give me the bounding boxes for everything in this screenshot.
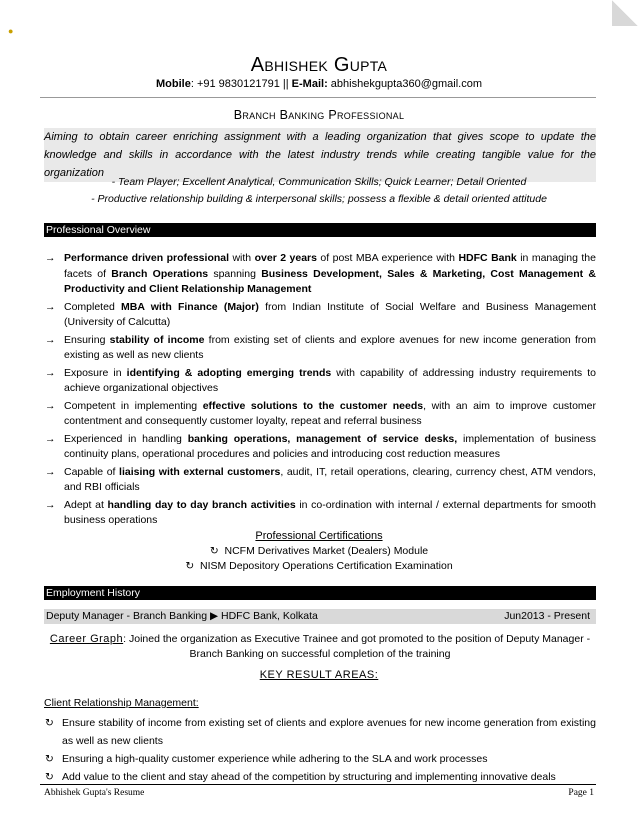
arrow-bullet-icon: → [45, 366, 56, 379]
crm-list [44, 714, 596, 786]
overview-text-run: Experienced in handling [64, 432, 188, 445]
cycle-bullet-icon: ↻ [45, 717, 54, 729]
overview-text-run: of post MBA experience with [316, 252, 459, 264]
footer-left: Abhishek Gupta's Resume [44, 788, 145, 798]
arrow-bullet-icon: → [45, 300, 56, 313]
overview-text-run: effective solutions to the customer needs [202, 399, 424, 412]
overview-text-run: with [229, 252, 255, 264]
overview-text-run: spanning [208, 267, 262, 280]
overview-text-run: Competent in implementing [64, 399, 203, 412]
career-graph-label: Career Graph [49, 633, 124, 645]
crm-item-text: Ensuring a high-quality customer experience while adhering to the SLA and work processes [62, 753, 488, 765]
crm-subtitle: Client Relationship Management: [44, 697, 199, 709]
overview-item [44, 251, 596, 298]
crm-item-text: Add value to the client and stay ahead of the competition by structuring and implementing innovative deals [62, 771, 556, 783]
career-graph [44, 632, 596, 662]
certification-item: ↻ NISM Depository Operations Certification Examination [185, 560, 453, 572]
overview-text-run: Business Development, Sales & Marketing, Cost Management & Productivity and Client Relationship Management [64, 267, 596, 295]
overview-text-run: Branch Operations [111, 267, 209, 280]
overview-text-run: stability of income [109, 333, 205, 346]
certifications-title: Professional Certifications [255, 530, 383, 542]
arrow-bullet-icon: → [45, 498, 56, 511]
overview-text-run: , audit, IT, retail operations, clearing, currency chest, ATM vendors, and RBI officials [64, 465, 596, 493]
arrow-bullet-icon: → [45, 465, 56, 478]
traits-line-1: - Team Player; Excellent Analytical, Communication Skills; Quick Learner; Detail Oriented [111, 176, 527, 188]
footer-divider [40, 784, 596, 785]
overview-text-run: Completed [64, 300, 121, 313]
overview-text-run: liaising with external customers [119, 465, 281, 478]
traits-line-2: - Productive relationship building & interpersonal skills; possess a flexible & detail oriented attitude [91, 193, 547, 205]
email-address: abhishekgupta360@gmail.com [327, 78, 482, 90]
arrow-bullet-icon: → [45, 399, 56, 412]
overview-text-run: Adept at [64, 498, 108, 511]
overview-text-run: handling day to day branch activities [107, 498, 296, 511]
overview-item [44, 366, 596, 397]
overview-text-run: MBA with Finance (Major) [121, 300, 259, 313]
overview-text-run: Exposure in [64, 366, 127, 379]
section-header-employment: Employment History [44, 586, 596, 600]
overview-item [44, 432, 596, 463]
overview-text-run: in co-ordination with internal / external departments for smooth business operations [64, 498, 596, 526]
overview-text-run: with capability of addressing industry requirements to achieve organizational objectives [64, 366, 596, 394]
cert-bullet-icon: ↻ [185, 560, 195, 572]
overview-text-run: from Indian Institute of Social Welfare and Business Management (University of Calcutta) [64, 300, 596, 328]
overview-text-run: Capable of [64, 465, 120, 478]
overview-text-run: from existing set of clients and explore avenues for new income generation from existing as well as new clients [64, 333, 596, 361]
overview-text-run: HDFC Bank [458, 252, 517, 264]
section-header-overview: Professional Overview [44, 223, 596, 237]
crm-item [44, 750, 596, 768]
email-label: E-Mail: [291, 78, 328, 90]
certification-item: ↻ NCFM Derivatives Market (Dealers) Module [209, 545, 429, 557]
job-header [44, 609, 596, 624]
pin-icon: ● [8, 26, 14, 36]
overview-text-run: , with an aim to improve customer contentment and consequently customer loyalty, repeat and referral business [64, 399, 596, 427]
overview-item [44, 333, 596, 364]
overview-text-run: identifying & adopting emerging trends [126, 366, 332, 379]
career-graph-text: : Joined the organization as Executive Trainee and got promoted to the position of Deputy Manager - Branch Banking on successful completion of the training [123, 633, 591, 660]
header-divider [40, 97, 596, 98]
arrow-bullet-icon: → [45, 333, 56, 346]
overview-text-run: Ensuring [64, 333, 110, 346]
crm-item-text: Ensure stability of income from existing set of clients and explore avenues for new income generation from existing as well as new clients [62, 717, 596, 747]
overview-item [44, 465, 596, 496]
overview-text-run: implementation of business continuity plans, operational procedures and policies and introducing cost reduction measures [64, 432, 597, 460]
overview-text-run: banking operations, management of service desks, [187, 432, 458, 445]
overview-text-run: in managing the facets of [64, 252, 596, 280]
arrow-bullet-icon: → [45, 432, 56, 445]
crm-item [44, 714, 596, 750]
overview-text-run: over 2 years [254, 252, 317, 264]
key-result-areas-title: KEY RESULT AREAS: [259, 669, 379, 681]
contact-line [0, 78, 638, 90]
overview-item [44, 399, 596, 430]
objective-statement: Aiming to obtain career enriching assignment with a leading organization that gives scope to update the knowledge and skills in accordance with the latest industry trends while creating tangible value for the organization [44, 128, 596, 182]
cycle-bullet-icon: ↻ [45, 771, 54, 783]
footer-page-number: Page 1 [568, 788, 594, 798]
arrow-bullet-icon: → [45, 252, 56, 264]
overview-list [44, 251, 596, 531]
page-fold-corner [612, 0, 638, 26]
overview-text-run: Performance driven professional [64, 252, 230, 264]
mobile-label: Mobile [155, 78, 191, 90]
job-period: Jun2013 - Present [504, 610, 590, 622]
cert-bullet-icon: ↻ [209, 545, 219, 557]
candidate-name: Abhishek Gupta [250, 54, 388, 76]
overview-item [44, 300, 596, 331]
professional-title: Branch Banking Professional [233, 108, 405, 122]
cycle-bullet-icon: ↻ [45, 753, 54, 765]
mobile-number: : +91 9830121791 || [190, 78, 292, 90]
overview-item [44, 498, 596, 529]
job-role: Deputy Manager - Branch Banking ▶ HDFC Bank, Kolkata [46, 610, 318, 622]
